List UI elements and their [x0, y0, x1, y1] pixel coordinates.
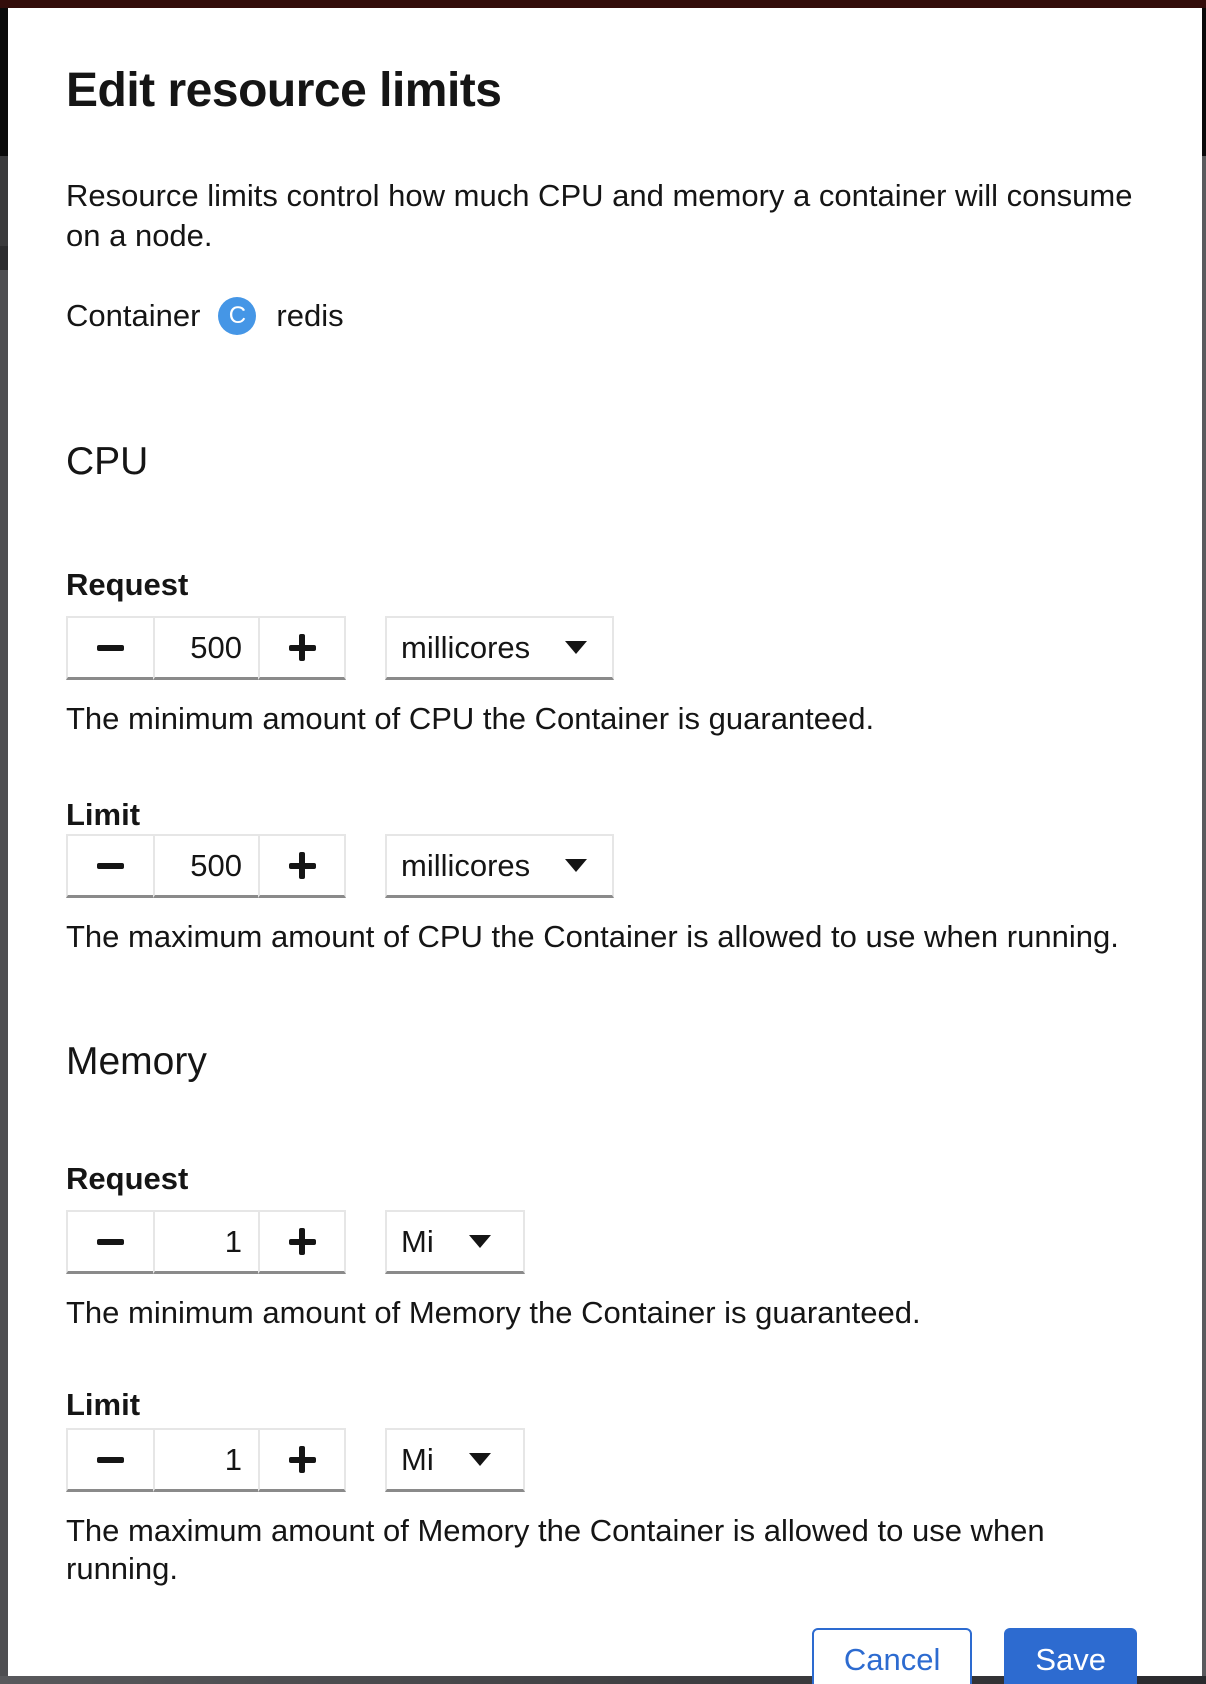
memory-request-value-input[interactable]: [153, 1210, 260, 1274]
container-name: redis: [276, 298, 344, 333]
plus-icon: [289, 1446, 316, 1473]
modal-title: Edit resource limits: [66, 64, 502, 117]
backdrop-top-edge: [0, 0, 1206, 8]
unit-label: Mi: [401, 1223, 434, 1259]
memory-request-unit-select[interactable]: [385, 1210, 525, 1274]
memory-limit-controls: [66, 1428, 1144, 1492]
container-label: Container: [66, 298, 201, 333]
cpu-limit-help-text: The maximum amount of CPU the Container is allowed to use when running.: [66, 919, 1119, 954]
memory-limit-value-input[interactable]: [153, 1428, 260, 1492]
minus-icon: [97, 1239, 124, 1245]
cancel-button[interactable]: Cancel: [812, 1628, 973, 1684]
cpu-limit-decrement-button[interactable]: [66, 834, 155, 898]
memory-request-help-text: The minimum amount of Memory the Container is guaranteed.: [66, 1295, 921, 1330]
plus-icon: [289, 1228, 316, 1255]
caret-down-icon: [565, 859, 587, 872]
unit-label: millicores: [401, 629, 531, 665]
backdrop-left-edge: [0, 8, 8, 1676]
plus-icon: [289, 634, 316, 661]
cpu-limit-value-input[interactable]: [153, 834, 260, 898]
memory-request-increment-button[interactable]: [258, 1210, 346, 1274]
cpu-limit-number-input: [66, 834, 346, 898]
cpu-limit-unit-select[interactable]: [385, 834, 614, 898]
modal-description: Resource limits control how much CPU and memory a container will consume on a node.: [66, 178, 1133, 253]
minus-icon: [97, 863, 124, 869]
caret-down-icon: [469, 1453, 491, 1466]
memory-request-decrement-button[interactable]: [66, 1210, 155, 1274]
backdrop-right-edge: [1202, 8, 1206, 1676]
cpu-request-label: Request: [66, 567, 189, 602]
unit-label: Mi: [401, 1441, 434, 1477]
save-button[interactable]: Save: [1004, 1628, 1137, 1684]
container-row: [66, 294, 1144, 338]
caret-down-icon: [469, 1235, 491, 1248]
memory-limit-label: Limit: [66, 1387, 141, 1422]
cpu-request-decrement-button[interactable]: [66, 616, 155, 680]
cpu-limit-controls: [66, 834, 1144, 898]
memory-limit-increment-button[interactable]: [258, 1428, 346, 1492]
memory-request-number-input: [66, 1210, 346, 1274]
memory-limit-decrement-button[interactable]: [66, 1428, 155, 1492]
cpu-request-value-input[interactable]: [153, 616, 260, 680]
memory-limit-help-text: The maximum amount of Memory the Container is allowed to use when running.: [66, 1513, 1045, 1586]
cpu-request-number-input: [66, 616, 346, 680]
plus-icon: [289, 852, 316, 879]
minus-icon: [97, 1457, 124, 1463]
cpu-limit-increment-button[interactable]: [258, 834, 346, 898]
cpu-request-help-text: The minimum amount of CPU the Container is guaranteed.: [66, 701, 875, 736]
memory-section-heading: Memory: [66, 1040, 207, 1083]
container-badge-icon: C: [218, 297, 256, 335]
memory-request-controls: [66, 1210, 1144, 1274]
unit-label: millicores: [401, 847, 531, 883]
caret-down-icon: [565, 641, 587, 654]
memory-limit-number-input: [66, 1428, 346, 1492]
memory-limit-unit-select[interactable]: [385, 1428, 525, 1492]
minus-icon: [97, 645, 124, 651]
memory-request-label: Request: [66, 1161, 189, 1196]
cpu-request-unit-select[interactable]: [385, 616, 614, 680]
cpu-limit-label: Limit: [66, 797, 141, 832]
cpu-request-increment-button[interactable]: [258, 616, 346, 680]
edit-resource-limits-modal: [8, 8, 1202, 1676]
cpu-section-heading: CPU: [66, 440, 149, 483]
cpu-request-controls: [66, 616, 1144, 680]
modal-footer: [66, 1628, 1144, 1684]
